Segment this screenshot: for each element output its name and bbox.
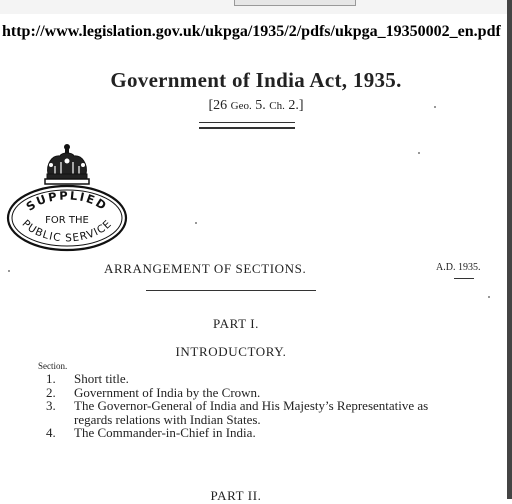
part-1-subheading: INTRODUCTORY. <box>175 344 287 359</box>
section-title: Government of India by the Crown. <box>74 384 261 400</box>
arrangement-heading: ARRANGEMENT OF SECTIONS. <box>104 261 307 276</box>
supplied-stamp <box>4 138 130 254</box>
svg-text:SUPPLIED <box>24 188 111 213</box>
section-list <box>42 372 442 440</box>
section-entry-2 <box>42 386 442 400</box>
scan-speck <box>488 296 490 298</box>
regnal-ch: Ch. <box>269 100 285 112</box>
section-title: The Governor-General of India and His Majesty’s Representative as regards relations with Indian States. <box>74 398 429 427</box>
section-column-label: Section. <box>38 361 68 371</box>
title-rule-lower <box>199 127 295 129</box>
regnal-open: [26 <box>208 98 231 113</box>
section-title: Short title. <box>74 371 129 386</box>
viewer-top-strip <box>0 0 512 14</box>
section-entry-4 <box>42 426 442 440</box>
scan-speck <box>434 106 436 108</box>
part-2-heading: PART II. <box>210 488 262 503</box>
section-title: The Commander-in-Chief in India. <box>74 425 256 440</box>
arrangement-rule <box>146 290 316 291</box>
ad-underline <box>454 278 474 279</box>
regnal-geo: Geo. <box>230 100 252 112</box>
section-number: 3. <box>46 398 56 413</box>
title-rule-upper <box>199 122 295 123</box>
section-entry-1 <box>42 372 442 386</box>
regnal-mid: 5. <box>251 98 270 113</box>
ad-marginal-note: A.D. 1935. <box>436 262 481 273</box>
source-url[interactable]: http://www.legislation.gov.uk/ukpga/1935/2/pdfs/ukpga_19350002_en.pdf <box>2 23 501 40</box>
document-title: Government of India Act, 1935. <box>110 68 402 92</box>
scan-speck <box>8 270 10 272</box>
viewer-tab[interactable] <box>234 0 356 6</box>
section-number: 1. <box>46 371 56 386</box>
stamp-text-top: SUPPLIED <box>23 188 111 214</box>
scan-speck <box>418 152 420 154</box>
section-number: 4. <box>46 425 56 440</box>
section-number: 2. <box>46 384 56 400</box>
section-entry-3 <box>42 399 442 426</box>
stamp-text-middle: FOR THE <box>45 215 89 226</box>
crown-icon <box>45 145 89 185</box>
stamp-text-bottom: PUBLIC SERVICE <box>19 217 115 245</box>
scan-speck <box>195 222 197 224</box>
part-1-heading: PART I. <box>212 316 260 331</box>
regnal-close: 2.] <box>284 98 304 113</box>
